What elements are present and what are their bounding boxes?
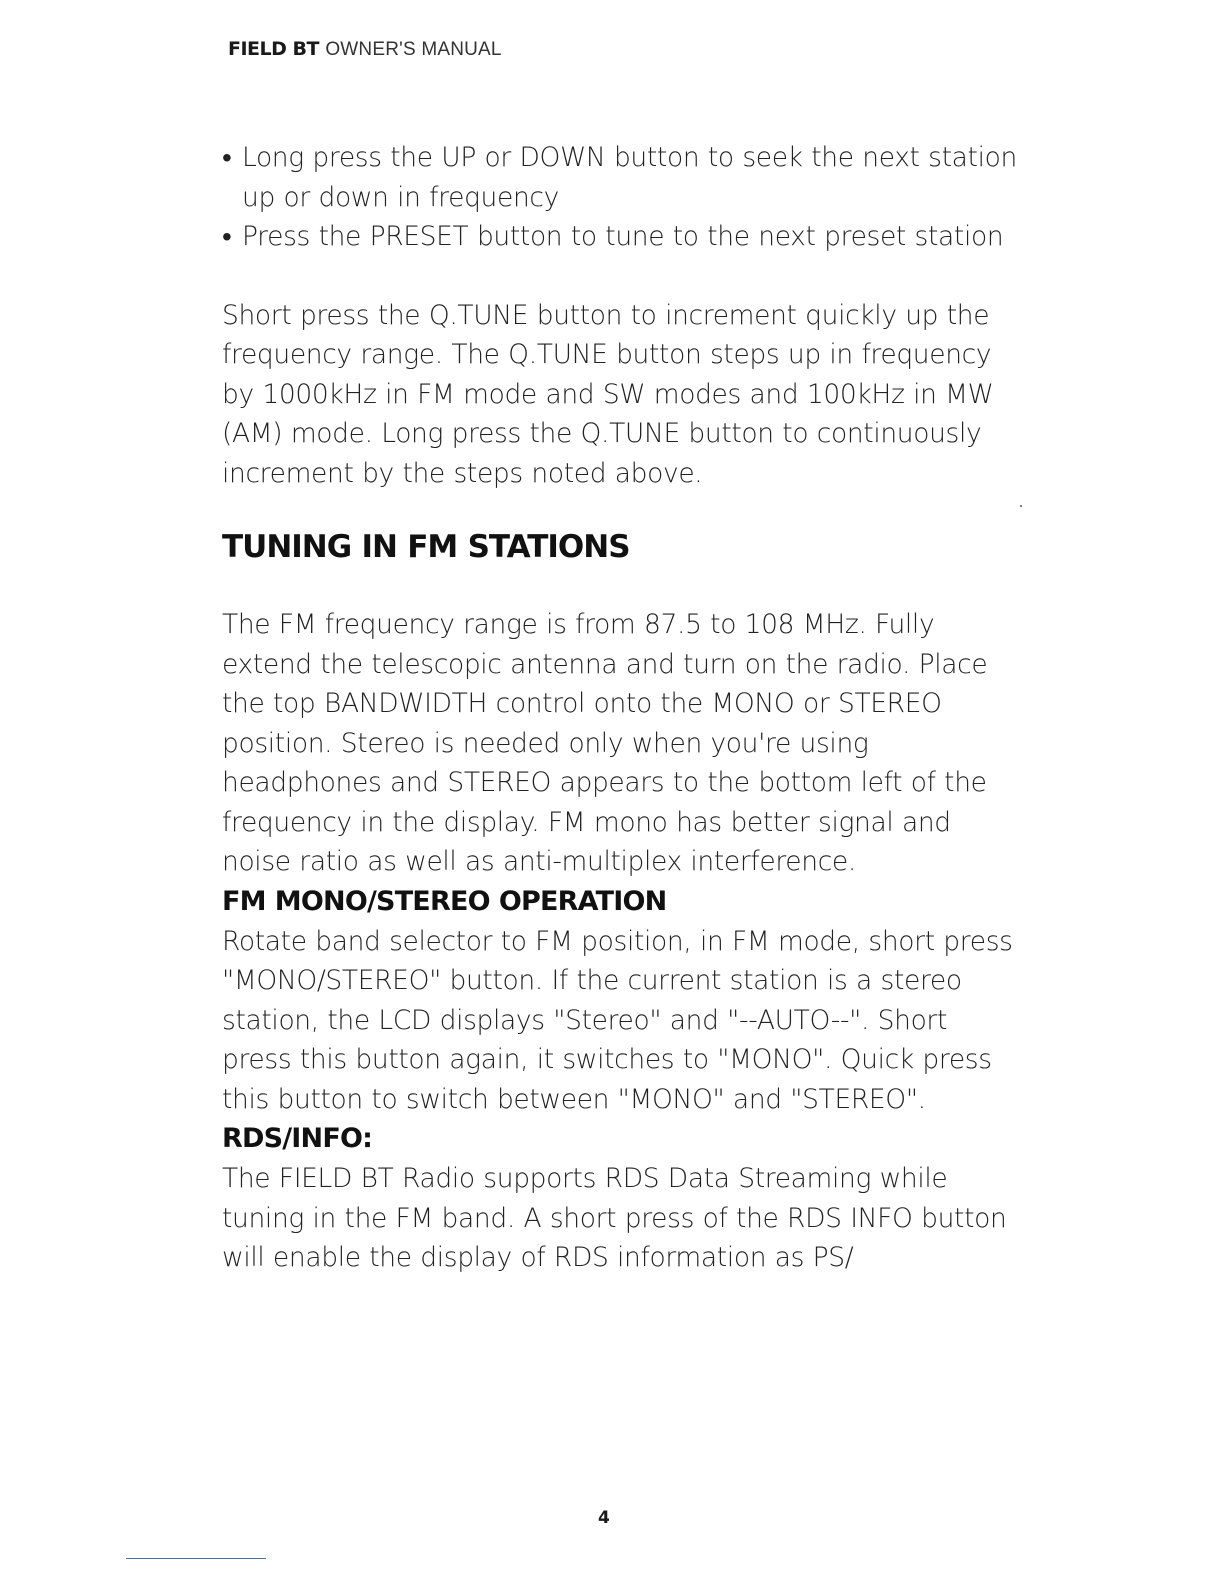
mono-stereo-paragraph: Rotate band selector to FM position, in FM mode, short press "MONO/STEREO" button. If the current station is a stereo station, the LCD displays "Stereo" and "--AUTO--". Short press this button again, it switches to "MONO". Quick press this button to switch between "MONO" and "STEREO". <box>222 925 1013 1115</box>
rds-paragraph: The FIELD BT Radio supports RDS Data Streaming while tuning in the FM band. A short press of the RDS INFO button will enable the display of RDS information as PS/ <box>222 1163 1007 1273</box>
header-brand: FIELD BT <box>228 38 319 60</box>
rds-heading: RDS/INFO: <box>222 1123 373 1154</box>
bullet-item-preset: • Press the PRESET button to tune to the next preset station <box>222 217 1022 257</box>
header-title: OWNER'S MANUAL <box>325 39 502 60</box>
mono-stereo-heading: FM MONO/STEREO OPERATION <box>222 885 667 917</box>
fm-section-heading: TUNING IN FM STATIONS <box>222 529 630 565</box>
tuning-bullet-list <box>222 138 1022 257</box>
bullet-item-seek: • Long press the UP or DOWN button to seek the next station up or down in frequency <box>222 138 1022 217</box>
running-header <box>228 38 502 61</box>
fm-section-paragraph: The FM frequency range is from 87.5 to 108 MHz. Fully extend the telescopic antenna and turn on the radio. Place the top BANDWIDTH control onto the MONO or STEREO position. Stereo is needed only when you're using headphones and STEREO appears to the bottom left of the frequency in the display. FM mono has better signal and noise ratio as well as anti-multiplex interference. <box>222 609 988 877</box>
page-number: 4 <box>598 1508 610 1528</box>
footer-rule <box>126 1558 266 1559</box>
qtune-paragraph: Short press the Q.TUNE button to increment quickly up the frequency range. The Q.TUNE button steps up in frequency by 1000kHz in FM mode and SW modes and 100kHz in MW (AM) mode. Long press the Q.TUNE button to continuously increment by the steps noted above. <box>222 299 994 489</box>
page-body <box>222 138 1022 1278</box>
scan-speck <box>1020 505 1022 507</box>
